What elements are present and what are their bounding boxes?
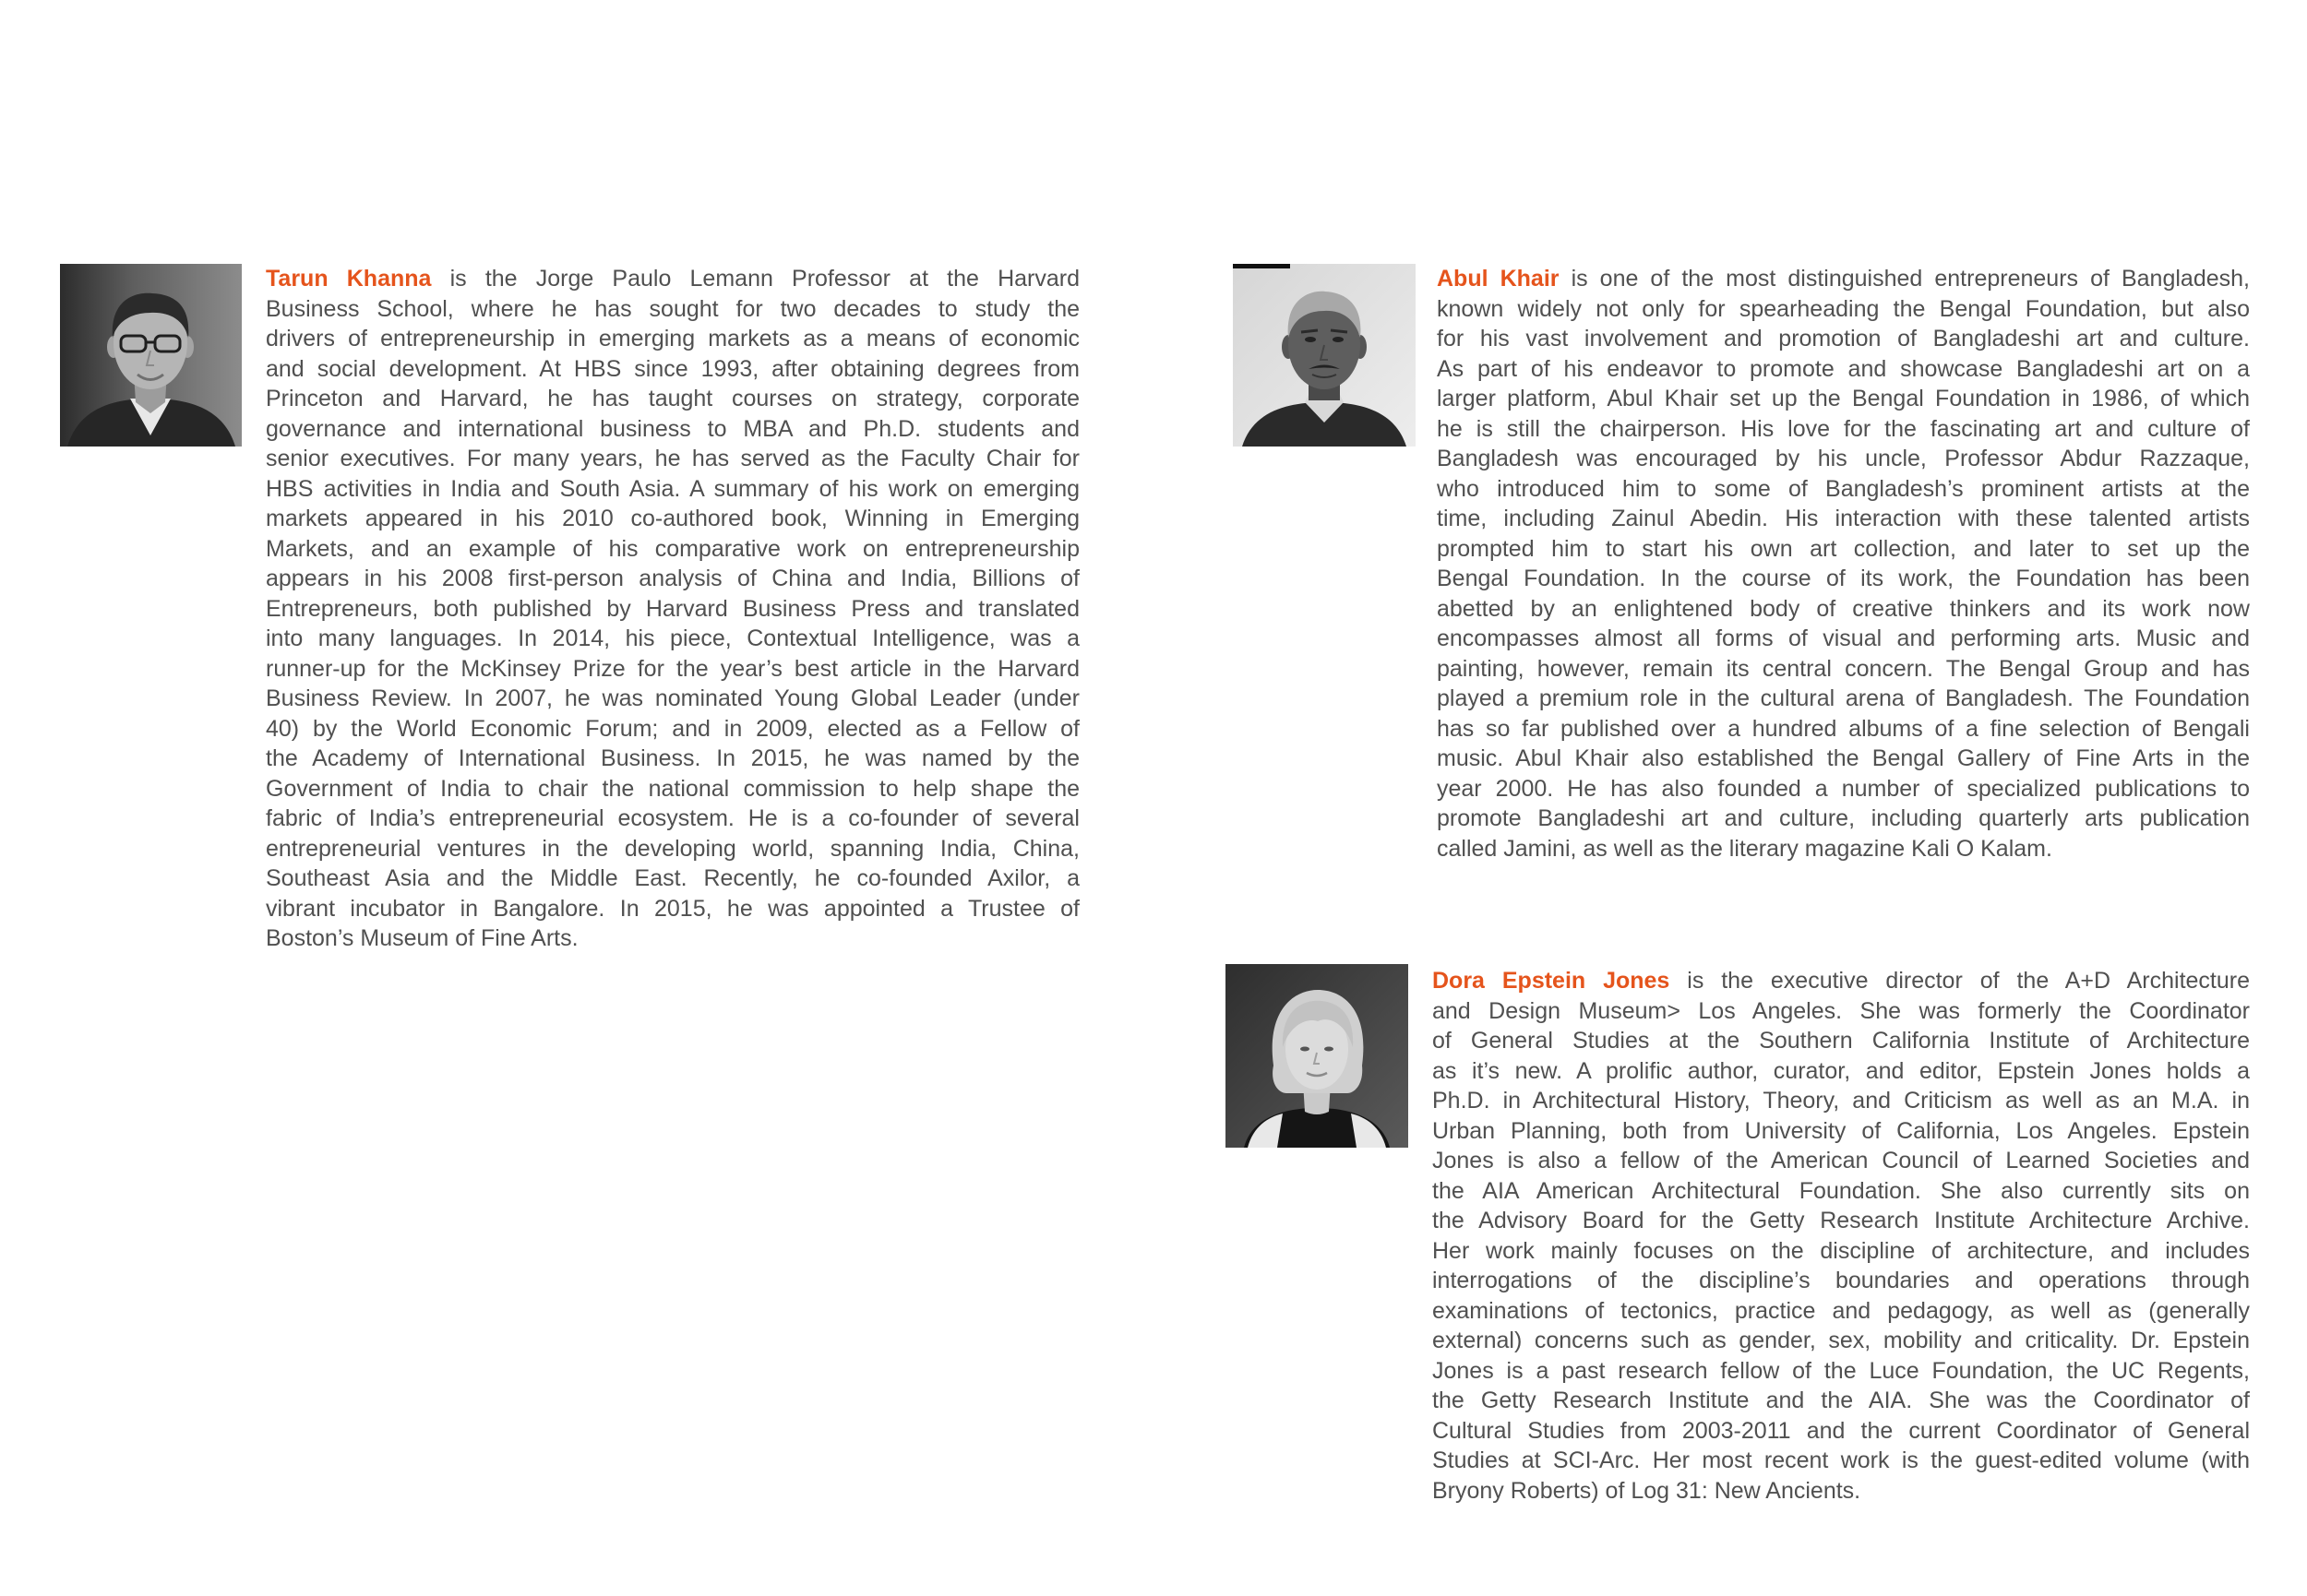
person-name: Abul Khair: [1437, 266, 1560, 292]
portrait-illustration: [60, 264, 242, 447]
bio-line-text: is the executive director of the A+D Architecture: [1687, 968, 2251, 994]
bio-line: painting, however, remain its central concern. The Bengal Group and has: [1437, 655, 2250, 682]
bio-line: runner-up for the McKinsey Prize for the year’s best article in the Harvard: [266, 655, 1080, 682]
bio-line: Bryony Roberts) of Log 31: New Ancients.: [1432, 1477, 1861, 1504]
portrait-illustration: [1233, 264, 1416, 447]
portrait-photo-tarun-khanna: [60, 264, 242, 447]
bio-line: 40) by the World Economic Forum; and in 2009, elected as a Fellow of: [266, 715, 1080, 742]
bio-line: interrogations of the discipline’s boundaries and operations through: [1432, 1268, 2250, 1293]
bio-line: called Jamini, as well as the literary magazine Kali O Kalam.: [1437, 835, 2052, 862]
bio-line: Business Review. In 2007, he was nominated Young Global Leader (under: [266, 685, 1080, 711]
bio-line: Southeast Asia and the Middle East. Recently, he co-founded Axilor, a: [266, 865, 1080, 891]
bio-line: markets appeared in his 2010 co-authored book, Winning in Emerging: [266, 506, 1080, 531]
bio-line: fabric of India’s entrepreneurial ecosystem. He is a co-founder of several: [266, 805, 1080, 831]
bio-line: Jones is a past research fellow of the Luce Foundation, the UC Regents,: [1432, 1357, 2250, 1384]
bio-line: As part of his endeavor to promote and showcase Bangladeshi art on a: [1437, 355, 2250, 382]
bio-line: he is still the chairperson. His love for the fascinating art and culture of: [1437, 415, 2250, 442]
bio-line: Business School, where he has sought for two decades to study the: [266, 295, 1080, 322]
bio-line: the Advisory Board for the Getty Research Institute Architecture Archive.: [1432, 1208, 2250, 1233]
person-name: Tarun Khanna: [266, 266, 432, 292]
bio-line: encompasses almost all forms of visual and performing arts. Music and: [1437, 625, 2250, 651]
bio-line: abetted by an enlightened body of creative thinkers and its work now: [1437, 595, 2250, 622]
bio-text-abul-khair: [1437, 264, 2250, 864]
bio-line: and social development. At HBS since 1993, after obtaining degrees from: [266, 355, 1080, 382]
bio-line: Ph.D. in Architectural History, Theory, and Criticism as well as an M.A. in: [1432, 1088, 2250, 1114]
bio-line: HBS activities in India and South Asia. A summary of his work on emerging: [266, 475, 1080, 502]
bio-line: music. Abul Khair also established the Bengal Gallery of Fine Arts in the: [1437, 745, 2250, 771]
bio-text-dora-epstein-jones: [1432, 966, 2250, 1506]
bio-line: the AIA American Architectural Foundation. She also currently sits on: [1432, 1177, 2250, 1204]
bio-line: senior executives. For many years, he has served as the Faculty Chair for: [266, 446, 1080, 471]
bio-line: the Academy of International Business. In 2015, he was named by the: [266, 745, 1080, 771]
bio-line: who introduced him to some of Bangladesh’s prominent artists at the: [1437, 475, 2250, 502]
bio-line: Boston’s Museum of Fine Arts.: [266, 925, 579, 951]
bio-line: of General Studies at the Southern California Institute of Architecture: [1432, 1028, 2250, 1054]
bio-line: [1432, 966, 2250, 996]
bio-line: Cultural Studies from 2003-2011 and the current Coordinator of General: [1432, 1417, 2250, 1444]
bio-line: prompted him to start his own art collection, and later to set up the: [1437, 535, 2250, 562]
bio-line: Jones is also a fellow of the American Council of Learned Societies and: [1432, 1148, 2250, 1173]
bio-line: has so far published over a hundred albums of a fine selection of Bengali: [1437, 715, 2250, 742]
bio-line: [1437, 264, 2250, 294]
portrait-photo-abul-khair: [1233, 264, 1416, 447]
portrait-photo-dora-epstein-jones: [1225, 964, 1408, 1148]
bio-line: played a premium role in the cultural arena of Bangladesh. The Foundation: [1437, 685, 2250, 711]
bio-line: Markets, and an example of his comparative work on entrepreneurship: [266, 535, 1080, 562]
portrait-illustration: [1225, 964, 1408, 1148]
bio-line: Princeton and Harvard, he has taught courses on strategy, corporate: [266, 386, 1080, 411]
bio-line: Bangladesh was encouraged by his uncle, Professor Abdur Razzaque,: [1437, 446, 2250, 471]
bio-line: Bengal Foundation. In the course of its work, the Foundation has been: [1437, 566, 2250, 591]
bio-line: the Getty Research Institute and the AIA. She was the Coordinator of: [1432, 1388, 2250, 1413]
bio-line: known widely not only for spearheading the Bengal Foundation, but also: [1437, 295, 2250, 322]
bio-line: time, including Zainul Abedin. His interaction with these talented artists: [1437, 506, 2250, 531]
bio-line: into many languages. In 2014, his piece, Contextual Intelligence, was a: [266, 625, 1080, 651]
bio-line-text: is the Jorge Paulo Lemann Professor at the Harvard: [449, 266, 1081, 292]
bio-line: as it’s new. A prolific author, curator, and editor, Epstein Jones holds a: [1432, 1057, 2250, 1084]
bio-line: year 2000. He has also founded a number of specialized publications to: [1437, 775, 2250, 802]
person-name: Dora Epstein Jones: [1432, 968, 1670, 994]
bio-line: and Design Museum> Los Angeles. She was formerly the Coordinator: [1432, 997, 2250, 1024]
bio-line: Government of India to chair the national commission to help shape the: [266, 775, 1080, 802]
bio-line: larger platform, Abul Khair set up the Bengal Foundation in 1986, of which: [1437, 386, 2250, 411]
bio-line: entrepreneurial ventures in the developing world, spanning India, China,: [266, 835, 1080, 862]
bio-line: external) concerns such as gender, sex, mobility and criticality. Dr. Epstein: [1432, 1328, 2250, 1353]
bio-line: [266, 264, 1080, 294]
bio-line: appears in his 2008 first-person analysis of China and India, Billions of: [266, 566, 1080, 591]
bio-line: promote Bangladeshi art and culture, including quarterly arts publication: [1437, 805, 2250, 831]
bio-line: Entrepreneurs, both published by Harvard Business Press and translated: [266, 595, 1080, 622]
bio-line: vibrant incubator in Bangalore. In 2015, he was appointed a Trustee of: [266, 895, 1080, 922]
bio-line: Her work mainly focuses on the discipline of architecture, and includes: [1432, 1237, 2250, 1264]
bio-line: Urban Planning, both from University of California, Los Angeles. Epstein: [1432, 1117, 2250, 1144]
bio-line: governance and international business to MBA and Ph.D. students and: [266, 415, 1080, 442]
bio-line: drivers of entrepreneurship in emerging markets as a means of economic: [266, 326, 1080, 351]
bio-text-tarun-khanna: [266, 264, 1080, 954]
bio-line: for his vast involvement and promotion of Bangladeshi art and culture.: [1437, 326, 2250, 351]
bio-line: Studies at SCI-Arc. Her most recent work is the guest-edited volume (with: [1432, 1447, 2250, 1473]
bio-line-text: is one of the most distinguished entrepreneurs of Bangladesh,: [1571, 266, 2250, 292]
bio-line: examinations of tectonics, practice and pedagogy, as well as (generally: [1432, 1297, 2250, 1324]
